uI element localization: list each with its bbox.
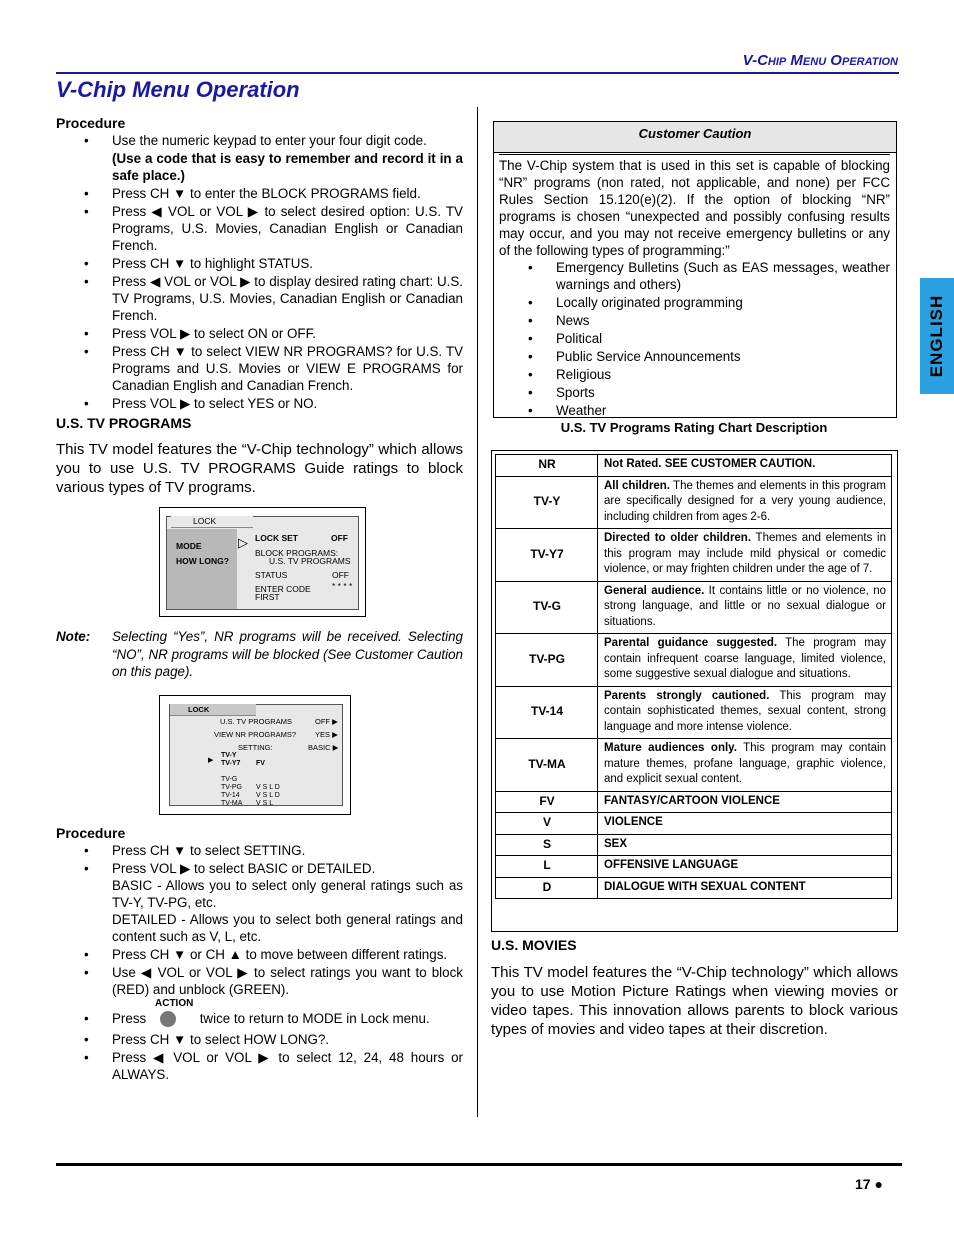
view-nr-label: VIEW NR PROGRAMS? [214,730,297,739]
view-nr-value: YES ▶ [315,730,338,739]
rating-lead: General audience. [604,584,705,597]
procedure-step: • Use the numeric keypad to enter your four digit code. [56,132,463,149]
caution-item: • Weather [499,402,890,419]
note [56,628,463,681]
setting-label: SETTING: [238,743,273,752]
lock-set-value: OFF [331,533,348,543]
rating-description [598,455,892,477]
rating-description [598,834,892,856]
rating-tv-pg-content: V S L D [256,784,280,791]
lock-set-label: LOCK SET [255,533,298,543]
rating-code: NR [496,455,598,477]
rating-tv-y7: TV-Y7 [221,760,241,767]
lock-tab: LOCK [170,704,256,716]
procedure-step: • Press VOL ▶ to select YES or NO. [56,395,463,412]
rating-setting-screen [159,695,351,815]
rating-text: The themes and elements in this program are specifically designed for a very young audience, including children from ages 2-6. [604,479,886,523]
rating-fv: FV [256,760,265,767]
table-row [496,856,892,878]
table-row [496,686,892,739]
header-rule [56,72,899,74]
us-movies-paragraph: This TV model features the “V-Chip technology” which allows you to use Motion Picture Ratings when viewing movies or video tapes. This innovation allows parents to block various types of movies and video tapes at their discretion. [491,964,898,1038]
procedure-2-step [56,860,463,945]
rating-lead: Parental guidance suggested. [604,637,778,649]
table-row [496,529,892,582]
rating-code: V [496,813,598,835]
procedure-step: • Press CH ▼ to select VIEW NR PROGRAMS? for U.S. TV Programs and U.S. Movies or VIEW E PROGRAMS for Canadian English and Canadian French. [56,343,463,394]
rating-code: S [496,834,598,856]
rating-text: The program may contain infrequent coarse language, limited violence, some suggestive sexual dialogue and situations. [604,637,886,680]
rating-lead: VIOLENCE [604,816,663,828]
rating-text: This program may contain sophisticated themes, sexual content, strong language and more intense violence. [604,689,886,733]
rating-description [598,634,892,687]
procedure-2-step [56,998,463,1027]
rating-description [598,529,892,582]
procedure-step: • Press CH ▼ to enter the BLOCK PROGRAMS field. [56,185,463,202]
procedure-2-step: • Use ◀ VOL or VOL ▶ to select ratings you want to block (RED) and unblock (GREEN). [56,964,463,998]
left-column [56,115,463,497]
table-row [496,739,892,792]
caution-item: • Religious [499,366,890,383]
footer-rule [56,1163,902,1166]
rating-description [598,686,892,739]
status-value: OFF [332,570,349,580]
enter-code-label: ENTER CODE [255,584,311,594]
note-text: Selecting “Yes”, NR programs will be received. Selecting “NO”, NR programs will be blocked (See Customer Caution on this page). [112,629,463,679]
rating-tv-y: TV-Y [221,752,237,759]
rating-lead: Not Rated. SEE CUSTOMER CAUTION. [604,458,816,470]
procedure-heading: Procedure [56,115,126,131]
caution-item: • Locally originated programming [499,294,890,311]
us-tv-programs-label: U.S. TV PROGRAMS [220,717,292,726]
rating-tv-ma-content: V S L [256,800,274,807]
rating-lead: Parents strongly cautioned. [604,689,770,702]
rating-description [598,581,892,634]
caution-item: • News [499,312,890,329]
caution-text: The V-Chip system that is used in this set is capable of blocking “NR” programs (non rated, not applicable, and none) per FCC Rules Section 15.120(e)(2). If the option of blocking “NR” programs is chosen “unexpected and possibly confusing results may occur, and you may not receive emergency bulletins or any of the following types of programming:” [499,158,890,258]
rating-description [598,476,892,529]
lock-menu-screen [159,507,366,617]
rating-tv-14: TV-14 [221,792,240,799]
rating-lead: OFFENSIVE LANGUAGE [604,859,739,871]
us-tv-paragraph: This TV model features the “V-Chip technology” which allows you to use U.S. TV PROGRAMS Guide ratings to block various types of TV programs. [56,441,463,496]
rating-code: TV-Y [496,476,598,529]
rating-code: L [496,856,598,878]
rating-code: FV [496,791,598,813]
right-arrow-icon: ▷ [238,535,248,550]
caution-item: • Public Service Announcements [499,348,890,365]
caution-item: • Emergency Bulletins (Such as EAS messages, weather warnings and others) [499,259,890,293]
rating-tv-ma: TV-MA [221,800,243,807]
status-label: STATUS [255,570,288,580]
procedure-2-step: • Press CH ▼ to select HOW LONG?. [56,1031,463,1048]
running-header: V-Chip Menu Operation [742,52,898,69]
table-row [496,813,892,835]
basic-description: BASIC - Allows you to select only general ratings such as TV-Y, TV-PG, etc. [112,878,463,910]
rating-text: Themes and elements in this program may include mild physical or comedic violence, or may frighten children under the age of 7. [604,532,887,575]
detailed-description: DETAILED - Allows you to select both general ratings and content such as V, L, etc. [112,912,463,944]
rating-description [598,856,892,878]
rating-description [598,877,892,899]
rating-code: TV-Y7 [496,529,598,582]
caution-heading: Customer Caution [494,122,896,153]
rating-lead: All children. [604,479,670,492]
caution-list [499,259,890,419]
procedure-2-step: • Press CH ▼ to select SETTING. [56,842,463,859]
table-row [496,581,892,634]
rating-description [598,791,892,813]
caution-item: • Political [499,330,890,347]
press-text: Press [112,1011,147,1026]
procedure-list [56,132,463,412]
procedure-2 [56,825,463,1084]
action-instruction: twice to return to MODE in Lock menu. [199,1011,430,1026]
us-tv-programs-value: OFF ▶ [315,717,338,726]
procedure-bold-note: (Use a code that is easy to remember and record it in a safe place.) [112,151,463,183]
table-row [496,877,892,899]
setting-value: BASIC ▶ [308,743,339,752]
block-programs-value: U.S. TV PROGRAMS [269,556,351,566]
language-tab-label: ENGLISH [927,294,946,378]
rating-code: D [496,877,598,899]
table-row [496,455,892,477]
rating-code: TV-14 [496,686,598,739]
first-label: FIRST [255,592,280,602]
rating-text: It contains little or no violence, no strong language, and little or no sexual dialogue or situations. [604,584,886,628]
rating-code: TV-PG [496,634,598,687]
procedure-step: • Press ◀ VOL or VOL ▶ to select desired option: U.S. TV Programs, U.S. Movies, Canadian English or Canadian French. [56,203,463,254]
rating-lead: FANTASY/CARTOON VIOLENCE [604,794,780,807]
action-label: • ACTION [155,998,194,1009]
rating-lead: Mature audiences only. [604,742,737,754]
page-number: 17 ● [855,1176,883,1192]
table-row [496,634,892,687]
block-programs-label: BLOCK PROGRAMS: [255,548,339,558]
page-title: V-Chip Menu Operation [56,77,300,102]
rating-table [495,454,892,899]
rating-code: TV-MA [496,739,598,792]
table-row [496,476,892,529]
rating-text: This program may contain mature themes, profane language, graphic violence, and explicit sexual content. [604,742,886,785]
rating-code: TV-G [496,581,598,634]
table-title: U.S. TV Programs Rating Chart Description [560,420,828,435]
rating-tv-g: TV-G [221,776,238,783]
rating-tv-14-content: V S L D [256,792,280,799]
rating-table-frame [491,450,898,932]
code-dots: * * * * [332,581,353,591]
procedure-2-step-text: • Press VOL ▶ to select BASIC or DETAILED. [112,861,376,876]
procedure-2-heading: Procedure [56,825,126,841]
table-row [496,834,892,856]
mode-item: MODE [176,541,202,551]
rating-lead: DIALOGUE WITH SEXUAL CONTENT [604,880,806,893]
customer-caution-box [493,121,897,418]
lock-tab: LOCK [171,516,253,528]
note-label: Note: [56,629,91,644]
procedure-step: • Press VOL ▶ to select ON or OFF. [56,325,463,342]
action-button-icon [160,1011,176,1027]
procedure-step: • Press ◀ VOL or VOL ▶ to display desired rating chart: U.S. TV Programs, U.S. Movies, Canadian English or Canadian French. [56,273,463,324]
rating-tv-pg: TV-PG [221,784,243,791]
rating-lead: SEX [604,837,628,850]
selector-arrow-icon: ▶ [208,757,214,764]
procedure-step: • Press CH ▼ to highlight STATUS. [56,255,463,272]
rating-lead: Directed to older children. [604,532,752,544]
language-tab [920,278,954,394]
table-row [496,791,892,813]
rating-description [598,739,892,792]
rating-description [598,813,892,835]
how-long-item: HOW LONG? [176,556,229,566]
us-tv-heading: U.S. TV PROGRAMS [56,415,192,431]
us-movies-heading: U.S. MOVIES [491,937,577,953]
procedure-2-list [56,842,463,1083]
caution-item: • Sports [499,384,890,401]
procedure-2-step: • Press CH ▼ or CH ▲ to move between different ratings. [56,946,463,963]
column-divider [477,107,478,1117]
procedure-2-step: • Press ◀ VOL or VOL ▶ to select 12, 24, 48 hours or ALWAYS. [56,1049,463,1083]
